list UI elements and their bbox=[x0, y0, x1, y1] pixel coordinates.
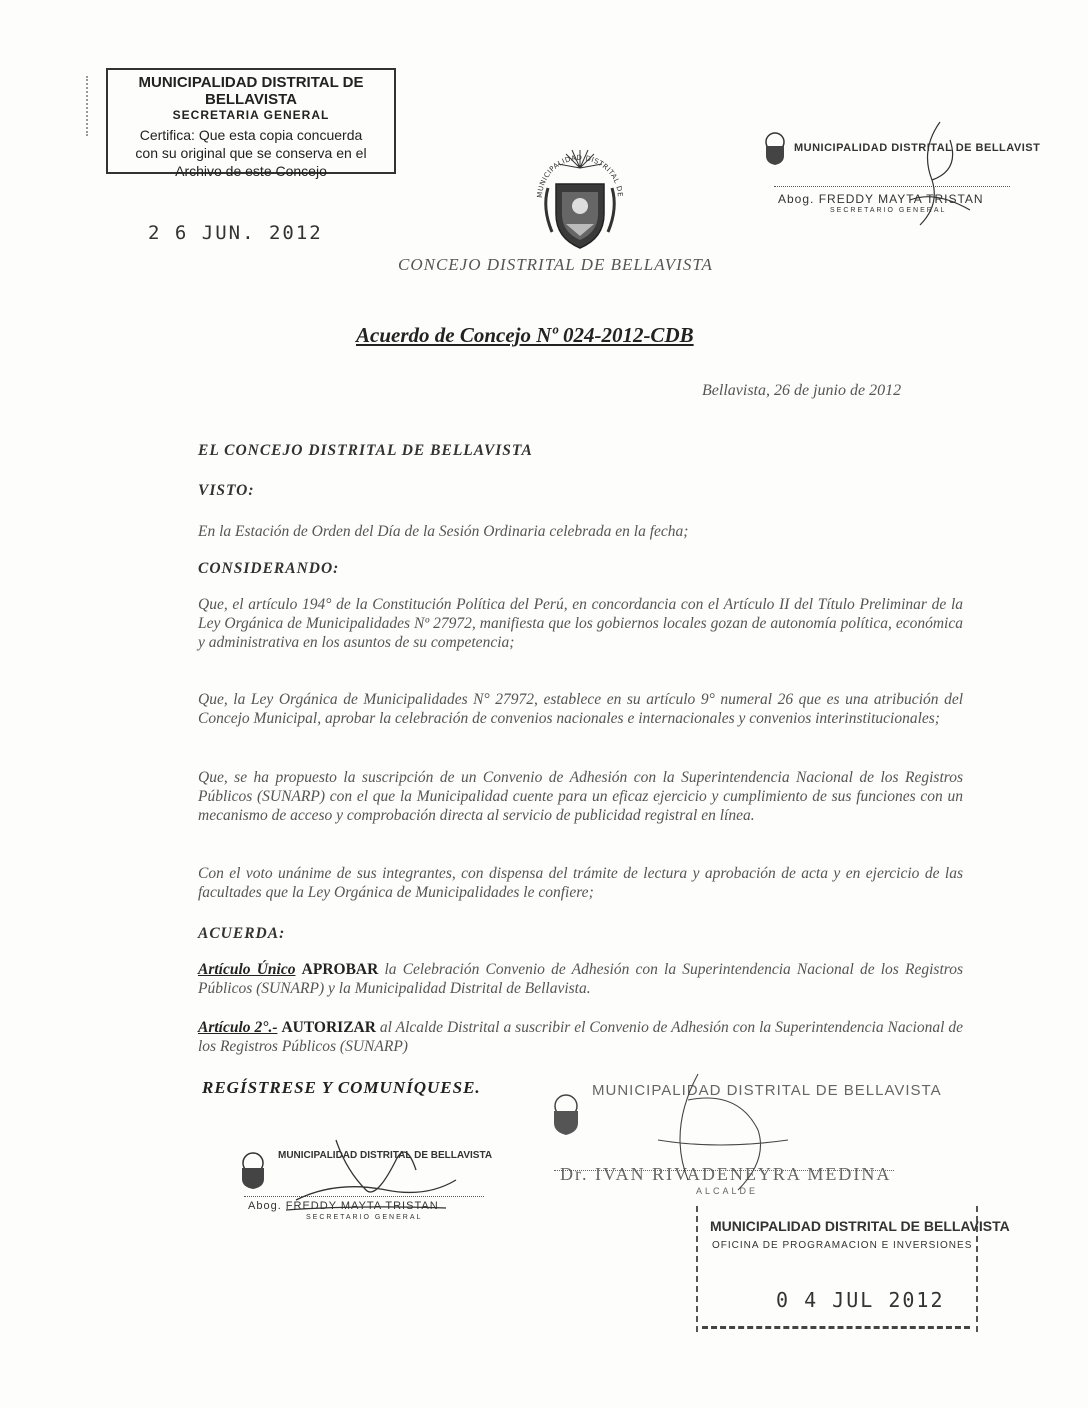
article-1-label: Artículo Único bbox=[198, 961, 296, 978]
mini-seal-icon bbox=[236, 1150, 270, 1190]
secretary-sig-name: Abog. FREDDY MAYTA TRISTAN bbox=[248, 1200, 439, 1212]
received-stamp-municipality: MUNICIPALIDAD DISTRITAL DE BELLAVISTA bbox=[710, 1218, 1010, 1234]
received-stamp-office: OFICINA DE PROGRAMACION E INVERSIONES bbox=[712, 1240, 973, 1251]
stamp-bottom-edge bbox=[702, 1326, 970, 1329]
considerando-paragraph-4: Con el voto unánime de sus integrantes, con dispensa del trámite de lectura y aprobación de acta y en ejercicio de las facultades que la Ley Orgánica de Municipalidades le confiere; bbox=[198, 865, 963, 901]
mayor-sig-name: Dr. IVAN RIVADENEYRA MEDINA bbox=[560, 1164, 892, 1184]
handwritten-signature bbox=[638, 1070, 798, 1200]
mini-seal-icon bbox=[548, 1092, 584, 1136]
secretary-stamp-title: SECRETARIO GENERAL bbox=[830, 207, 947, 214]
article-2-verb: AUTORIZAR bbox=[281, 1019, 376, 1036]
coat-of-arms-seal bbox=[528, 128, 632, 256]
article-1-verb: APROBAR bbox=[301, 961, 379, 978]
secretary-stamp-top bbox=[760, 120, 1060, 230]
document-title: Acuerdo de Concejo Nº 024-2012-CDB bbox=[356, 323, 694, 347]
stamp-department: SECRETARIA GENERAL bbox=[172, 108, 330, 122]
article-2-text: al Alcalde Distrital a suscribir el Convenio de Adhesión con la Superintendencia Nacional de los Registros Públicos (SUNARP) bbox=[198, 1019, 963, 1055]
place-date: Bellavista, 26 de junio de 2012 bbox=[702, 382, 902, 399]
closing-formula: REGÍSTRESE Y COMUNÍQUESE. bbox=[202, 1078, 481, 1097]
article-2 bbox=[198, 1018, 963, 1056]
considerando-paragraph-1: Que, el artículo 194° de la Constitución Política del Perú, en concordancia con el Artículo II del Título Preliminar de la Ley Orgánica de Municipalidades Nº 27972, manifiesta que los gobiernos locales gozan de autonomía política, económica y administrativa en los asuntos de su competencia; bbox=[198, 596, 963, 651]
date-stamp: 2 6 JUN. 2012 bbox=[148, 222, 323, 244]
mayor-sig-title: ALCALDE bbox=[696, 1186, 759, 1196]
article-2-label: Artículo 2°.- bbox=[198, 1019, 278, 1036]
considerando-heading: CONSIDERANDO: bbox=[198, 560, 340, 577]
secretary-signature-block bbox=[236, 1120, 506, 1230]
handwritten-signature bbox=[880, 120, 990, 230]
council-heading: EL CONCEJO DISTRITAL DE BELLAVISTA bbox=[198, 442, 533, 459]
secretary-sig-municipality: MUNICIPALIDAD DISTRITAL DE BELLAVISTA bbox=[278, 1150, 493, 1161]
secretary-stamp-name: Abog. FREDDY MAYTA TRISTAN bbox=[778, 192, 984, 206]
certification-stamp bbox=[106, 68, 396, 179]
considerando-paragraph-3: Que, se ha propuesto la suscripción de un Convenio de Adhesión con la Superintendencia Nacional de los Registros Públicos (SUNARP) con el que la Municipalidad cuente para un eficaz ejercicio y cumplimiento de sus funciones con un mecanismo de acceso y comprobación directa al servicio de publicidad registral en línea. bbox=[198, 769, 963, 824]
secretary-sig-title: SECRETARIO GENERAL bbox=[306, 1214, 423, 1221]
secretary-stamp-municipality: MUNICIPALIDAD DISTRITAL DE BELLAVIST bbox=[794, 142, 1041, 154]
mayor-signature-block bbox=[548, 1070, 942, 1200]
considerando-paragraph-2: Que, la Ley Orgánica de Municipalidades N° 27972, establece en su artículo 9° numeral 26 que es una atribución del Concejo Municipal, aprobar la celebración de convenios nacionales e internacionales y convenios interinstitucionales; bbox=[198, 691, 963, 727]
article-1 bbox=[198, 960, 963, 998]
stamp-certify-text: Certifica: Que esta copia concuerda con su original que se conserva en el Archivo de este Concejo bbox=[135, 127, 367, 179]
article-1-text: la Celebración Convenio de Adhesión con la Superintendencia Nacional de los Registros Públicos (SUNARP) y la Municipalidad Distrital de Bellavista. bbox=[198, 961, 964, 997]
council-name: CONCEJO DISTRITAL DE BELLAVISTA bbox=[398, 255, 713, 274]
received-stamp-date: 0 4 JUL 2012 bbox=[776, 1288, 945, 1312]
acuerda-heading: ACUERDA: bbox=[198, 925, 286, 942]
received-stamp bbox=[696, 1206, 1010, 1332]
handwritten-signature bbox=[276, 1120, 476, 1220]
stamp-edge-mark bbox=[86, 76, 90, 136]
visto-text: En la Estación de Orden del Día de la Sesión Ordinaria celebrada en la fecha; bbox=[198, 523, 689, 540]
visto-heading: VISTO: bbox=[198, 482, 255, 499]
mini-seal-icon bbox=[760, 130, 790, 166]
mayor-sig-municipality: MUNICIPALIDAD DISTRITAL DE BELLAVISTA bbox=[592, 1082, 942, 1099]
stamp-municipality: MUNICIPALIDAD DISTRITAL DE BELLAVISTA bbox=[138, 74, 364, 108]
svg-text:MUNICIPALIDAD DISTRITAL DE BEL: MUNICIPALIDAD DISTRITAL DE bbox=[535, 153, 625, 199]
